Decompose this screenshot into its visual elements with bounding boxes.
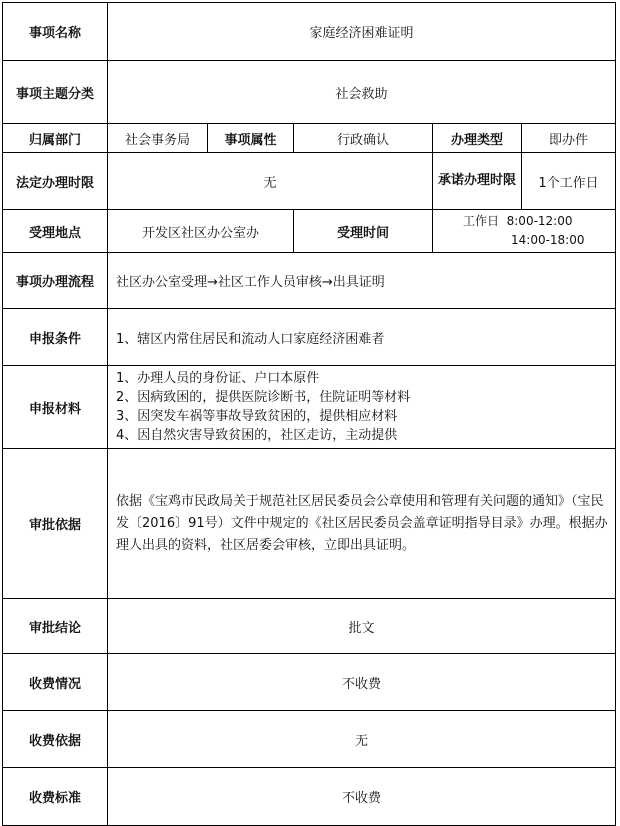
category-value: 社会救助	[108, 61, 616, 124]
fee-basis-value: 无	[108, 711, 616, 768]
time-line-2: 14:00-18:00	[511, 233, 585, 247]
process-value: 社区办公室受理→社区工作人员审核→出具证明	[108, 253, 616, 309]
item-name-value: 家庭经济困难证明	[108, 3, 616, 61]
fee-standard-value: 不收费	[108, 768, 616, 826]
conclusion-label: 审批结论	[3, 599, 108, 654]
fee-value: 不收费	[108, 654, 616, 711]
row-fee-standard	[3, 768, 616, 826]
acceptance-time-label: 受理时间	[294, 210, 433, 253]
conditions-label: 申报条件	[3, 309, 108, 366]
legal-deadline-value: 无	[108, 153, 433, 210]
department-value: 社会事务局	[108, 124, 208, 153]
process-label: 事项办理流程	[3, 253, 108, 309]
approval-basis-label: 审批依据	[3, 449, 108, 599]
category-label: 事项主题分类	[3, 61, 108, 124]
materials-list	[108, 366, 616, 449]
row-conclusion	[3, 599, 616, 654]
acceptance-place-value: 开发区社区办公室办	[108, 210, 294, 253]
row-approval-basis	[3, 449, 616, 599]
acceptance-place-label: 受理地点	[3, 210, 108, 253]
material-item: 3、因突发车祸等事故导致贫困的，提供相应材料	[116, 409, 398, 424]
fee-standard-label: 收费标准	[3, 768, 108, 826]
attribute-label: 事项属性	[208, 124, 294, 153]
promised-deadline-value: 1个工作日	[522, 153, 616, 210]
materials-label: 申报材料	[3, 366, 108, 449]
fee-label: 收费情况	[3, 654, 108, 711]
material-item: 4、因自然灾害导致贫困的，社区走访，主动提供	[116, 428, 398, 443]
row-category	[3, 61, 616, 124]
row-item-name	[3, 3, 616, 61]
row-fee	[3, 654, 616, 711]
promised-deadline-label: 承诺办理时限	[433, 153, 522, 210]
time-line-1: 工作日 8:00-12:00	[463, 214, 573, 228]
conclusion-value: 批文	[108, 599, 616, 654]
legal-deadline-label: 法定办理时限	[3, 153, 108, 210]
handling-type-label: 办理类型	[433, 124, 522, 153]
conditions-value: 1、辖区内常住居民和流动人口家庭经济困难者	[108, 309, 616, 366]
row-place	[3, 210, 616, 253]
acceptance-time-value	[433, 210, 616, 253]
department-label: 归属部门	[3, 124, 108, 153]
fee-basis-label: 收费依据	[3, 711, 108, 768]
row-fee-basis	[3, 711, 616, 768]
row-conditions	[3, 309, 616, 366]
row-department	[3, 124, 616, 153]
attribute-value: 行政确认	[294, 124, 433, 153]
row-materials	[3, 366, 616, 449]
row-deadline	[3, 153, 616, 210]
handling-type-value: 即办件	[522, 124, 616, 153]
material-item: 1、办理人员的身份证、户口本原件	[116, 371, 320, 386]
service-item-table	[2, 2, 616, 826]
item-name-label: 事项名称	[3, 3, 108, 61]
approval-basis-value: 依据《宝鸡市民政局关于规范社区居民委员会公章使用和管理有关问题的通知》（宝民发〔2016〕91号）文件中规定的《社区居民委员会盖章证明指导目录》办理。根据办理人出具的资料，社区居委会审核，立即出具证明。	[108, 449, 616, 599]
row-process	[3, 253, 616, 309]
material-item: 2、因病致困的，提供医院诊断书，住院证明等材料	[116, 390, 411, 405]
